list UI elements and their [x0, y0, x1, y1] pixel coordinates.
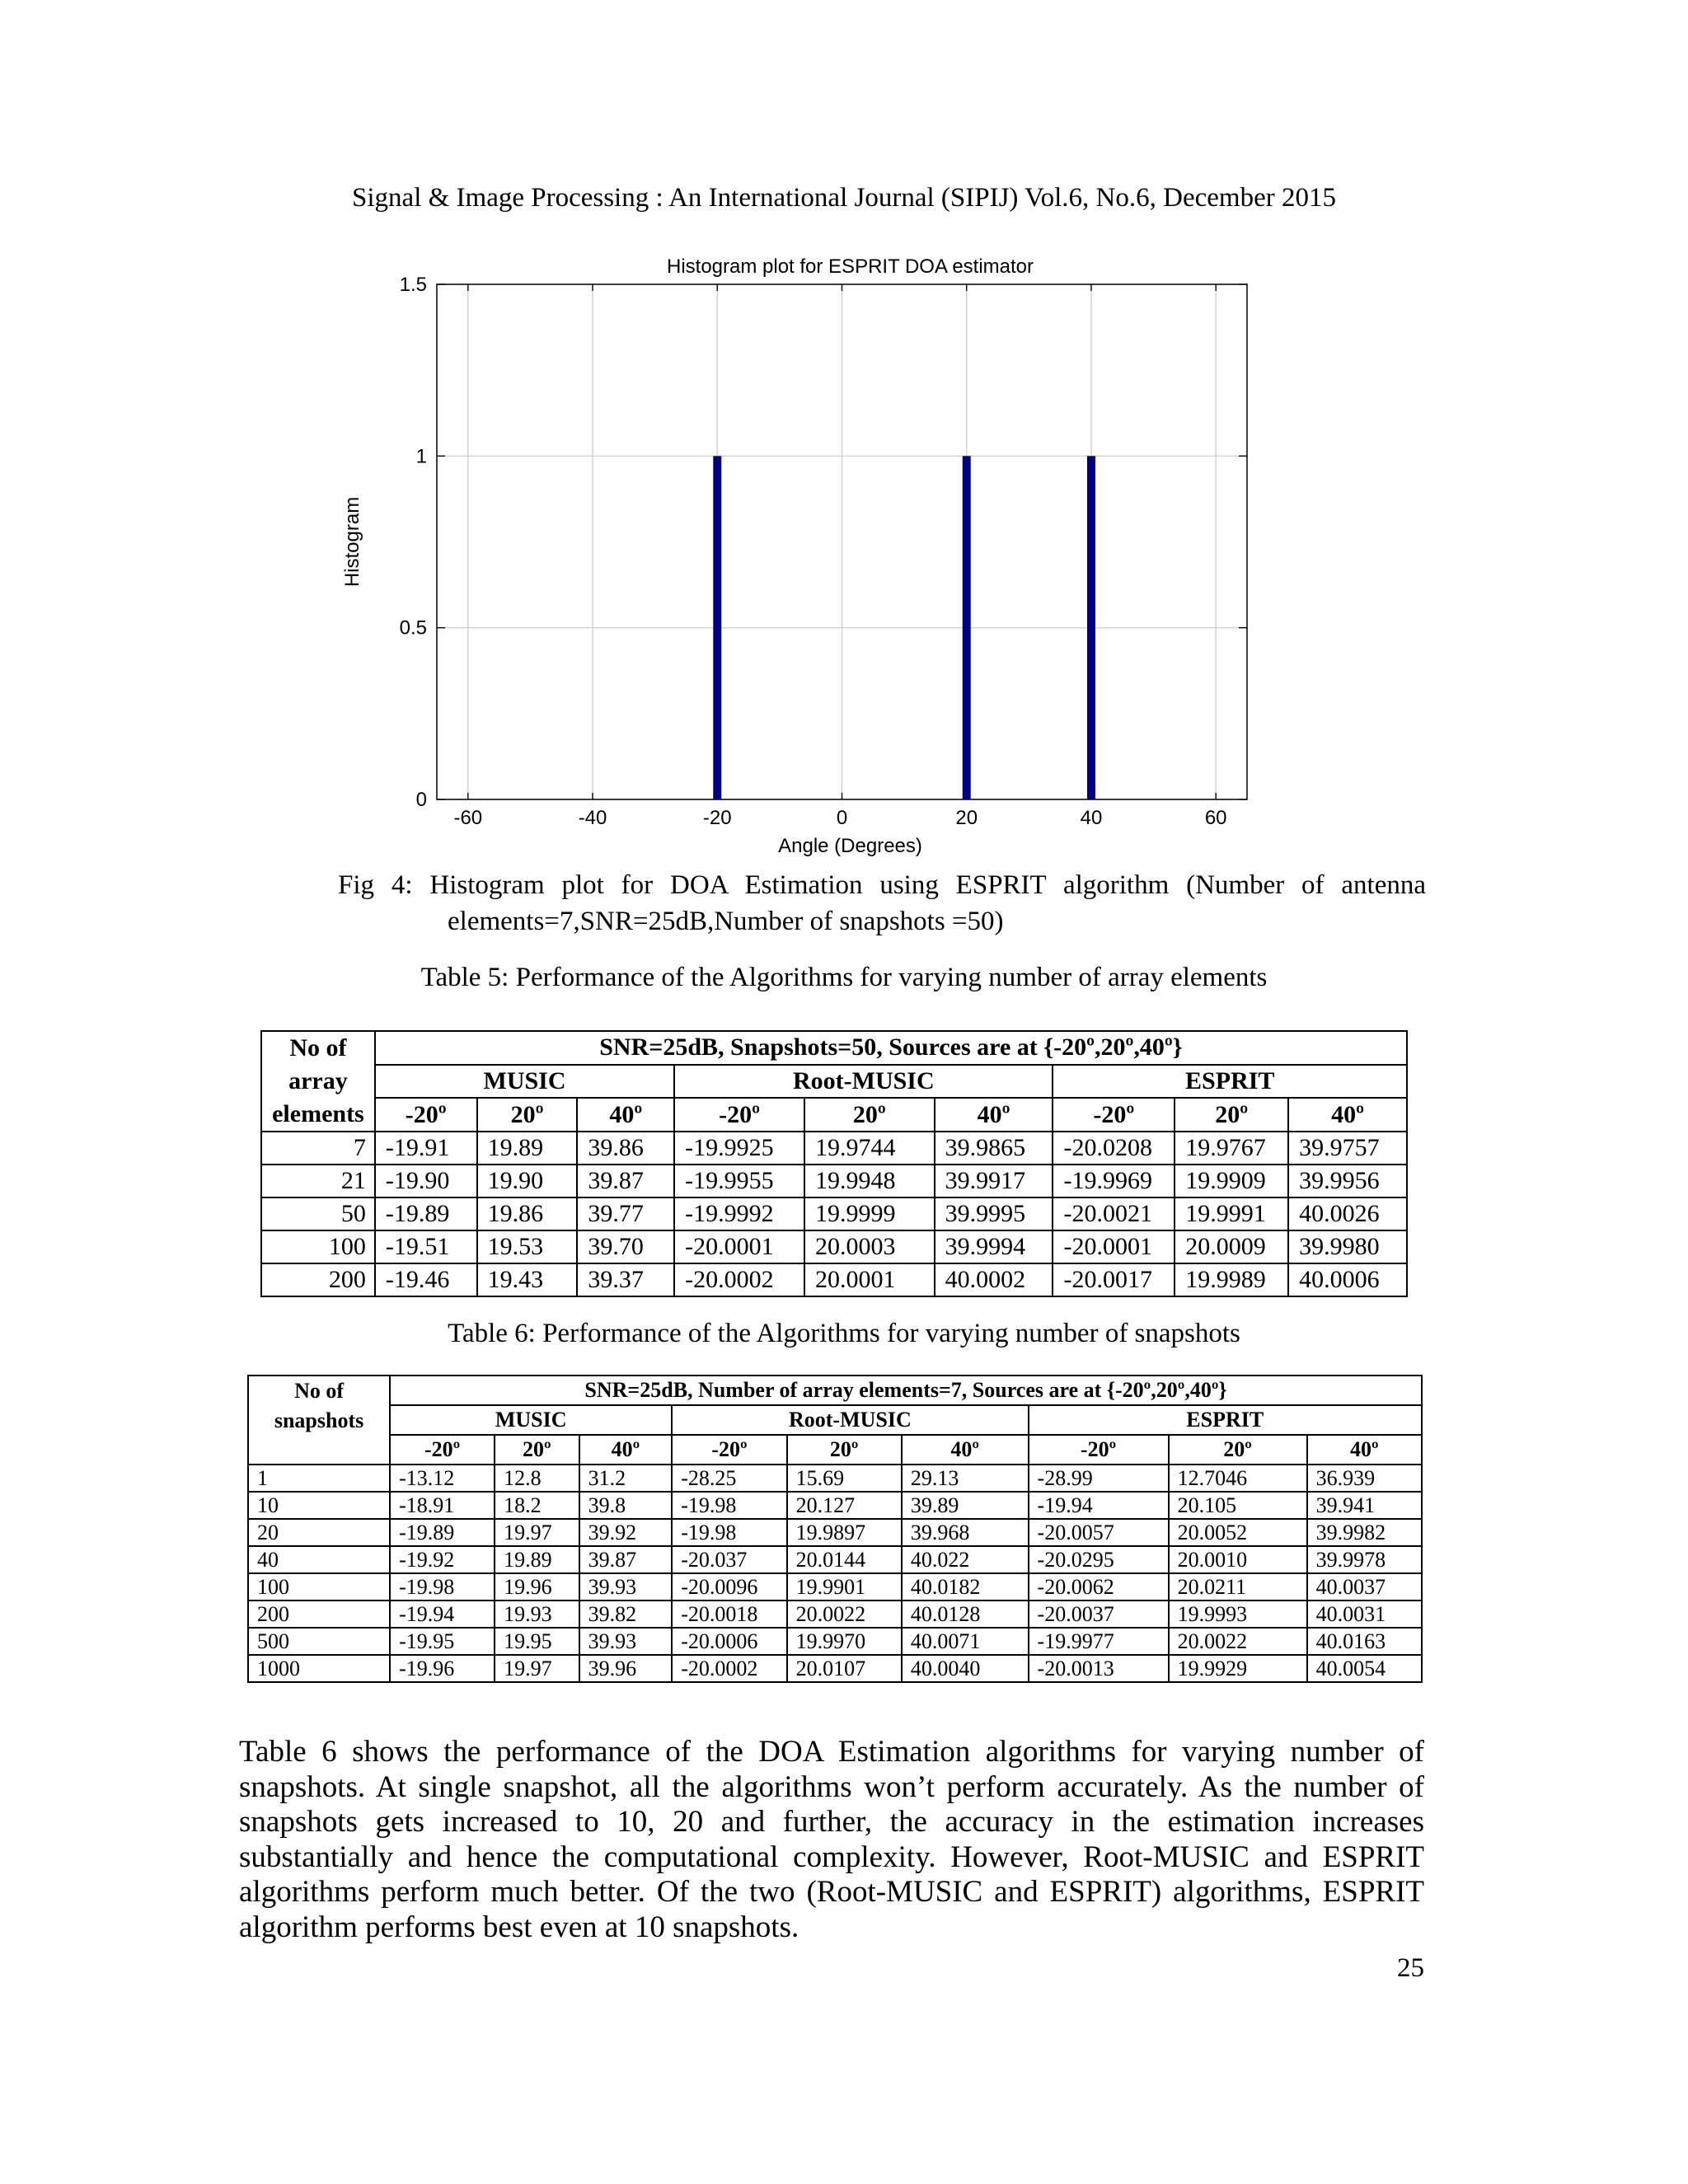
table-cell: 19.9948 — [804, 1165, 935, 1197]
table-cell: -19.9925 — [674, 1132, 804, 1165]
table-cell: -19.94 — [1029, 1492, 1169, 1519]
table-cell: 39.89 — [902, 1492, 1029, 1519]
table-cell: -19.91 — [375, 1132, 477, 1165]
table-cell: -20.0002 — [674, 1263, 804, 1296]
table-cell: 39.87 — [579, 1546, 673, 1573]
table5-angle-header: 40º — [1288, 1098, 1407, 1132]
table-cell: 19.9999 — [804, 1197, 935, 1230]
figure-caption-line-2: elements=7,SNR=25dB,Number of snapshots =50) — [448, 907, 1004, 936]
table5-angle-header: 20º — [1175, 1098, 1288, 1132]
table5-angle-header: -20º — [375, 1098, 477, 1132]
table-cell: 20.105 — [1169, 1492, 1307, 1519]
table-cell: -19.98 — [672, 1519, 786, 1546]
table-cell: -19.96 — [390, 1655, 495, 1682]
table6-angle-header: 20º — [787, 1435, 902, 1465]
table-row-label: 40 — [248, 1546, 390, 1573]
table-row — [248, 1465, 1422, 1492]
x-tick-label: 60 — [1204, 807, 1227, 829]
table-cell: 40.0006 — [1288, 1263, 1407, 1296]
table-row — [248, 1573, 1422, 1601]
table5-angle-header: 20º — [804, 1098, 935, 1132]
table-cell: 20.0211 — [1169, 1573, 1307, 1601]
table-cell: 39.87 — [577, 1165, 674, 1197]
x-tick-label: -40 — [578, 807, 607, 829]
table6-angle-header: -20º — [1029, 1435, 1169, 1465]
table-cell: 39.93 — [579, 1573, 673, 1601]
table-cell: 39.82 — [579, 1601, 673, 1628]
table-cell: 40.0037 — [1307, 1573, 1422, 1601]
table-cell: 39.8 — [579, 1492, 673, 1519]
table-cell: 19.9929 — [1169, 1655, 1307, 1682]
table-row-label: 21 — [261, 1165, 375, 1197]
table-cell: -20.0096 — [672, 1573, 786, 1601]
table-row — [248, 1492, 1422, 1519]
table-cell: 39.9978 — [1307, 1546, 1422, 1573]
table-cell: 19.9970 — [787, 1628, 902, 1655]
table-cell: -20.037 — [672, 1546, 786, 1573]
table-cell: 19.9901 — [787, 1573, 902, 1601]
figure-caption-line-1: Fig 4: Histogram plot for DOA Estimation using ESPRIT algorithm (Number of antenna — [338, 870, 1426, 900]
y-tick-label: 0 — [415, 789, 427, 811]
table-cell: -20.0208 — [1053, 1132, 1175, 1165]
table-cell: 40.0182 — [902, 1573, 1029, 1601]
x-axis-label: Angle (Degrees) — [778, 835, 922, 857]
table-cell: 19.9744 — [804, 1132, 935, 1165]
table5-angle-header: -20º — [1053, 1098, 1175, 1132]
x-tick-label: 0 — [836, 807, 848, 829]
body-paragraph: Table 6 shows the performance of the DOA Estimation algorithms for varying number of snapshots. At single snapshot, all the algorithms won’t perform accurately. As the number of snapshots gets increased to 10, 20 and further, the accuracy in the estimation increases substantially and hence the computational complexity. However, Root-MUSIC and ESPRIT algorithms perform much better. Of the two (Root-MUSIC and ESPRIT) algorithms, ESPRIT algorithm performs best even at 10 snapshots. — [239, 1735, 1424, 1944]
table-cell: 39.77 — [577, 1197, 674, 1230]
table-cell: -20.0002 — [672, 1655, 786, 1682]
table5-group-title: SNR=25dB, Snapshots=50, Sources are at {-20º,20º,40º} — [375, 1031, 1407, 1065]
table-row — [261, 1197, 1407, 1230]
table-cell: 39.9982 — [1307, 1519, 1422, 1546]
table5-caption: Table 5: Performance of the Algorithms for varying number of array elements — [420, 963, 1268, 992]
table-cell: 39.9980 — [1288, 1230, 1407, 1263]
table6-angle-header: -20º — [390, 1435, 495, 1465]
table-cell: 19.96 — [495, 1573, 579, 1601]
table-cell: -19.98 — [672, 1492, 786, 1519]
table-cell: 19.43 — [477, 1263, 578, 1296]
table-cell: 39.92 — [579, 1519, 673, 1546]
table-cell: -19.51 — [375, 1230, 477, 1263]
table-cell: -20.0001 — [1053, 1230, 1175, 1263]
table-cell: -20.0017 — [1053, 1263, 1175, 1296]
table6-first-col-header — [248, 1376, 390, 1465]
table-cell: -28.99 — [1029, 1465, 1169, 1492]
table-cell: 20.0009 — [1175, 1230, 1288, 1263]
table-row — [248, 1546, 1422, 1573]
table-cell: 39.9917 — [935, 1165, 1053, 1197]
table-row-label: 1 — [248, 1465, 390, 1492]
chart-title: Histogram plot for ESPRIT DOA estimator — [666, 255, 1034, 278]
table-row-label: 100 — [261, 1230, 375, 1263]
table-cell: 40.0002 — [935, 1263, 1053, 1296]
table-row — [248, 1628, 1422, 1655]
table5-first-col-header — [261, 1031, 375, 1132]
table-cell: -20.0001 — [674, 1230, 804, 1263]
table5-first-col-label-1: No of — [289, 1034, 347, 1062]
table-cell: 19.89 — [495, 1546, 579, 1573]
table-cell: 39.9994 — [935, 1230, 1053, 1263]
table-cell: 19.86 — [477, 1197, 578, 1230]
table-cell: -19.9977 — [1029, 1628, 1169, 1655]
table-cell: 40.0040 — [902, 1655, 1029, 1682]
table6-group-title: SNR=25dB, Number of array elements=7, Sources are at {-20º,20º,40º} — [390, 1376, 1422, 1405]
table-cell: -20.0018 — [672, 1601, 786, 1628]
table-cell: 20.0003 — [804, 1230, 935, 1263]
table6-method-music: MUSIC — [390, 1405, 672, 1435]
table5-angle-header: 40º — [935, 1098, 1053, 1132]
table-row-label: 200 — [248, 1601, 390, 1628]
table6-angle-header: 20º — [495, 1435, 579, 1465]
table-cell: -19.9992 — [674, 1197, 804, 1230]
table6-first-col-label-2: snapshots — [274, 1408, 364, 1432]
table-cell: -20.0037 — [1029, 1601, 1169, 1628]
table-row-label: 100 — [248, 1573, 390, 1601]
table-row — [261, 1132, 1407, 1165]
table-cell: 39.9995 — [935, 1197, 1053, 1230]
table6-angle-row — [248, 1435, 1422, 1465]
table-cell: 19.9909 — [1175, 1165, 1288, 1197]
table5-method-esprit: ESPRIT — [1053, 1065, 1407, 1099]
table-cell: 40.0026 — [1288, 1197, 1407, 1230]
table-cell: -20.0062 — [1029, 1573, 1169, 1601]
histogram-chart — [313, 247, 1302, 857]
table-cell: -19.95 — [390, 1628, 495, 1655]
table-cell: 40.0163 — [1307, 1628, 1422, 1655]
table-cell: 39.86 — [577, 1132, 674, 1165]
table5-angle-row — [261, 1098, 1407, 1132]
table-cell: -20.0013 — [1029, 1655, 1169, 1682]
y-tick-label: 1.5 — [399, 274, 427, 296]
table-cell: 39.37 — [577, 1263, 674, 1296]
table-cell: -28.25 — [672, 1465, 786, 1492]
table5-angle-header: 20º — [477, 1098, 578, 1132]
table-cell: 40.0071 — [902, 1628, 1029, 1655]
table-cell: 12.7046 — [1169, 1465, 1307, 1492]
table5-method-root-music: Root-MUSIC — [674, 1065, 1053, 1099]
table-cell: 20.0144 — [787, 1546, 902, 1573]
x-tick-label: -60 — [453, 807, 483, 829]
table-row — [261, 1263, 1407, 1296]
table-row — [248, 1519, 1422, 1546]
table5-angle-header: 40º — [577, 1098, 674, 1132]
table-cell: 19.97 — [495, 1519, 579, 1546]
table6-angle-header: 40º — [1307, 1435, 1422, 1465]
table-row — [261, 1165, 1407, 1197]
table-row-label: 200 — [261, 1263, 375, 1296]
table-cell: 39.9956 — [1288, 1165, 1407, 1197]
histogram-bar — [713, 456, 721, 799]
table-cell: 19.9989 — [1175, 1263, 1288, 1296]
x-tick-label: -20 — [702, 807, 732, 829]
page-number: 25 — [1397, 1953, 1424, 1983]
figure-caption — [338, 867, 1426, 940]
table5 — [260, 1030, 1408, 1297]
table6-method-esprit: ESPRIT — [1029, 1405, 1422, 1435]
table-cell: 19.9897 — [787, 1519, 902, 1546]
table-cell: 31.2 — [579, 1465, 673, 1492]
table-cell: -19.92 — [390, 1546, 495, 1573]
table-cell: -19.46 — [375, 1263, 477, 1296]
table-row — [248, 1655, 1422, 1682]
table-cell: 39.9757 — [1288, 1132, 1407, 1165]
table5-angle-header: -20º — [674, 1098, 804, 1132]
table-cell: 39.70 — [577, 1230, 674, 1263]
y-axis-label: Histogram — [341, 496, 363, 588]
table-cell: 20.0022 — [1169, 1628, 1307, 1655]
table-cell: -20.0021 — [1053, 1197, 1175, 1230]
table-cell: 39.968 — [902, 1519, 1029, 1546]
table-cell: 12.8 — [495, 1465, 579, 1492]
y-tick-label: 1 — [415, 445, 427, 468]
table-cell: 20.127 — [787, 1492, 902, 1519]
table-cell: 39.93 — [579, 1628, 673, 1655]
table-cell: -19.9955 — [674, 1165, 804, 1197]
table-cell: 29.13 — [902, 1465, 1029, 1492]
table-row-label: 50 — [261, 1197, 375, 1230]
table-cell: -20.0057 — [1029, 1519, 1169, 1546]
histogram-figure — [313, 247, 1302, 857]
table-cell: -19.94 — [390, 1601, 495, 1628]
table-cell: 20.0052 — [1169, 1519, 1307, 1546]
table-cell: -19.98 — [390, 1573, 495, 1601]
table-cell: 19.9991 — [1175, 1197, 1288, 1230]
table5-method-music: MUSIC — [375, 1065, 674, 1099]
table-cell: 39.941 — [1307, 1492, 1422, 1519]
table-cell: 19.9993 — [1169, 1601, 1307, 1628]
table-cell: -20.0295 — [1029, 1546, 1169, 1573]
table-cell: 40.0054 — [1307, 1655, 1422, 1682]
table-cell: 19.9767 — [1175, 1132, 1288, 1165]
table-row — [248, 1601, 1422, 1628]
table-cell: 20.0107 — [787, 1655, 902, 1682]
table-cell: -18.91 — [390, 1492, 495, 1519]
table-cell: 19.97 — [495, 1655, 579, 1682]
histogram-bar — [1087, 456, 1095, 799]
table-cell: -20.0006 — [672, 1628, 786, 1655]
table-cell: 19.89 — [477, 1132, 578, 1165]
table-cell: 40.0128 — [902, 1601, 1029, 1628]
table6-first-col-label-1: No of — [294, 1379, 345, 1403]
table-cell: -19.89 — [390, 1519, 495, 1546]
table-cell: 36.939 — [1307, 1465, 1422, 1492]
table-cell: 19.95 — [495, 1628, 579, 1655]
table-cell: 19.90 — [477, 1165, 578, 1197]
table6-angle-header: 40º — [579, 1435, 673, 1465]
table-cell: 20.0022 — [787, 1601, 902, 1628]
table-cell: -19.89 — [375, 1197, 477, 1230]
x-tick-label: 40 — [1080, 807, 1103, 829]
table-cell: 39.9865 — [935, 1132, 1053, 1165]
table-cell: 40.022 — [902, 1546, 1029, 1573]
table-cell: -19.90 — [375, 1165, 477, 1197]
table-cell: -13.12 — [390, 1465, 495, 1492]
table6-caption: Table 6: Performance of the Algorithms for varying number of snapshots — [448, 1319, 1240, 1348]
table-row-label: 20 — [248, 1519, 390, 1546]
table-cell: 18.2 — [495, 1492, 579, 1519]
table6-angle-header: 40º — [902, 1435, 1029, 1465]
table-cell: 39.96 — [579, 1655, 673, 1682]
table6-angle-header: -20º — [672, 1435, 786, 1465]
table6-method-root-music: Root-MUSIC — [672, 1405, 1028, 1435]
table-row-label: 1000 — [248, 1655, 390, 1682]
table5-first-col-label-2: array — [288, 1067, 348, 1094]
table5-first-col-label-3: elements — [272, 1100, 364, 1127]
table-cell: 20.0001 — [804, 1263, 935, 1296]
table-cell: 40.0031 — [1307, 1601, 1422, 1628]
x-tick-label: 20 — [955, 807, 978, 829]
table-cell: 19.93 — [495, 1601, 579, 1628]
running-header: Signal & Image Processing : An International Journal (SIPIJ) Vol.6, No.6, December 2015 — [352, 183, 1336, 213]
table-row-label: 7 — [261, 1132, 375, 1165]
table-cell: 15.69 — [787, 1465, 902, 1492]
table-row-label: 500 — [248, 1628, 390, 1655]
table-row-label: 10 — [248, 1492, 390, 1519]
table-row — [261, 1230, 1407, 1263]
table-cell: 20.0010 — [1169, 1546, 1307, 1573]
table6 — [247, 1375, 1423, 1683]
y-tick-label: 0.5 — [399, 616, 427, 640]
table6-angle-header: 20º — [1169, 1435, 1307, 1465]
histogram-bar — [963, 456, 971, 799]
table-cell: -19.9969 — [1053, 1165, 1175, 1197]
table-cell: 19.53 — [477, 1230, 578, 1263]
